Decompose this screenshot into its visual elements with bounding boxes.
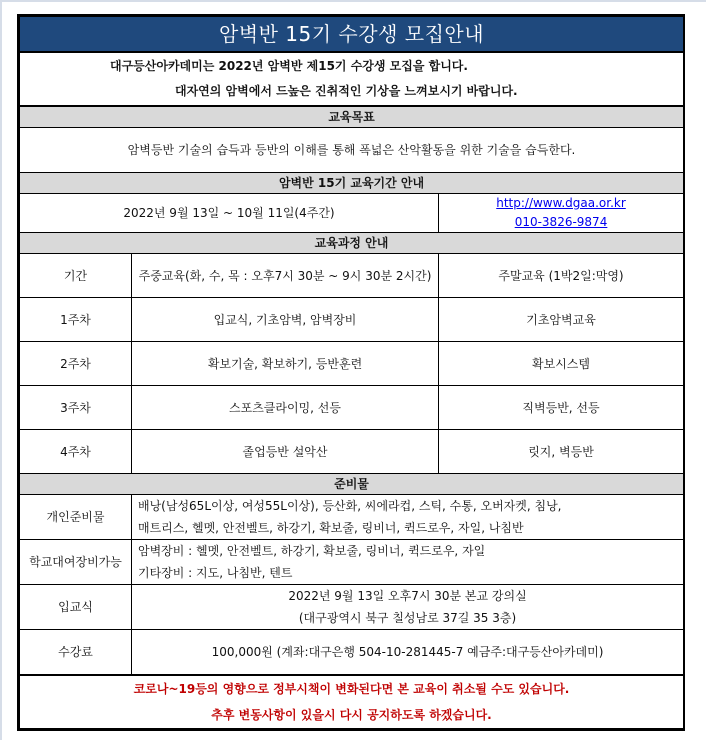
col-header-period: 기간 (20, 254, 132, 298)
weekend-content: 확보시스템 (439, 342, 684, 386)
weekday-content: 확보기술, 확보하기, 등반훈련 (132, 342, 439, 386)
personal-items-row (20, 495, 684, 540)
col-header-weekday: 주중교육(화, 수, 목 : 오후7시 30분 ~ 9시 30분 2시간) (132, 254, 439, 298)
rental-items-line-2: 기타장비 : 지도, 나침반, 텐트 (138, 566, 293, 580)
weekend-content: 기초암벽교육 (439, 298, 684, 342)
col-header-weekend: 주말교육 (1박2일:막영) (439, 254, 684, 298)
fee-row (20, 630, 684, 676)
phone-link[interactable]: 010-3826-9874 (514, 215, 608, 229)
notice-cell (20, 675, 684, 729)
weekday-content: 스포츠클라이밍, 선등 (132, 386, 439, 430)
intro-line-2: 대자연의 암벽에서 드높은 진취적인 기상을 느껴보시기 바랍니다. (175, 84, 518, 98)
page-title: 암벽반 15기 수강생 모집안내 (20, 17, 684, 53)
week-label: 1주차 (20, 298, 132, 342)
curriculum-header: 교육과정 안내 (20, 233, 684, 254)
rental-items-line-1: 암벽장비 : 헬멧, 안전벨트, 하강기, 확보줄, 링비너, 퀵드로우, 자일 (138, 544, 486, 558)
week-label: 2주차 (20, 342, 132, 386)
contact-cell (439, 194, 684, 233)
weekday-content: 졸업등반 설악산 (132, 430, 439, 474)
intro-line-1: 대구등산아카데미는 2022년 암벽반 제15기 수강생 모집을 합니다. (110, 59, 468, 73)
notice-line-1: 코로나~19등의 영향으로 정부시책이 변화된다면 본 교육이 취소될 수도 있습니다. (133, 682, 570, 696)
personal-items-line-1: 배낭(남성65L이상, 여성55L이상), 등산화, 씨에라컵, 스틱, 수통, 오버자켓, 침낭, (138, 499, 562, 513)
personal-items-content (132, 495, 684, 540)
preparation-header: 준비물 (20, 474, 684, 495)
goal-header: 교육목표 (20, 106, 684, 128)
entrance-row (20, 585, 684, 630)
fee-label: 수강료 (20, 630, 132, 676)
recruitment-notice-document (17, 14, 685, 731)
fee-content: 100,000원 (계좌:대구은행 504-10-281445-7 예금주:대구등산아카데미) (132, 630, 684, 676)
window-edge-top (0, 0, 706, 2)
notice-line-2: 추후 변동사항이 있을시 다시 공지하도록 하겠습니다. (211, 708, 492, 722)
personal-items-line-2: 매트리스, 헬멧, 안전벨트, 하강기, 확보줄, 링비너, 퀵드로우, 자일, 나침반 (138, 521, 524, 535)
weekend-content: 릿지, 벽등반 (439, 430, 684, 474)
notice-table (19, 16, 684, 729)
entrance-line-2: (대구광역시 북구 칠성남로 37길 35 3층) (298, 611, 517, 625)
window-edge (0, 0, 2, 740)
personal-items-label: 개인준비물 (20, 495, 132, 540)
weekend-content: 직벽등반, 선등 (439, 386, 684, 430)
week-label: 3주차 (20, 386, 132, 430)
table-row (20, 298, 684, 342)
week-label: 4주차 (20, 430, 132, 474)
weekday-content: 입교식, 기초암벽, 암벽장비 (132, 298, 439, 342)
website-link[interactable]: http://www.dgaa.or.kr (496, 196, 626, 210)
goal-text: 암벽등반 기술의 습득과 등반의 이해를 통해 폭넓은 산악활동을 위한 기술을 습득한다. (20, 128, 684, 173)
entrance-label: 입교식 (20, 585, 132, 630)
curriculum-column-header-row (20, 254, 684, 298)
rental-items-row (20, 540, 684, 585)
entrance-line-1: 2022년 9월 13일 오후7시 30분 본교 강의실 (288, 589, 527, 603)
period-header: 암벽반 15기 교육기간 안내 (20, 173, 684, 194)
period-dates: 2022년 9월 13일 ~ 10월 11일(4주간) (20, 194, 439, 233)
intro-cell (20, 52, 684, 106)
entrance-content (132, 585, 684, 630)
rental-items-content (132, 540, 684, 585)
rental-items-label: 학교대여장비가능 (20, 540, 132, 585)
table-row (20, 386, 684, 430)
table-row (20, 342, 684, 386)
table-row (20, 430, 684, 474)
